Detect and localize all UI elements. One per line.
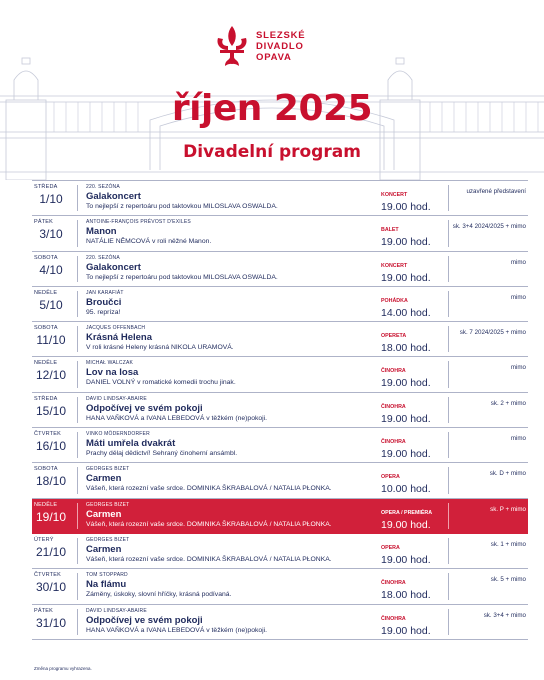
- event-time: 19.00 hod.: [381, 448, 431, 461]
- program-row[interactable]: [32, 605, 528, 640]
- program-row[interactable]: [32, 216, 528, 251]
- event-genre: KONCERT: [381, 192, 408, 198]
- event-genre: OPERA: [381, 474, 400, 481]
- event-genre: ČINOHRA: [381, 615, 406, 622]
- event-date: 16/10: [35, 439, 67, 454]
- event-date: 4/10: [39, 262, 63, 277]
- column-divider: [77, 220, 78, 246]
- event-time: 10.00 hod.: [381, 483, 431, 496]
- subscription-note: sk. 3+4 2024/2025 + mimo: [452, 223, 526, 231]
- event-time: 18.00 hod.: [381, 589, 431, 602]
- event-date: 11/10: [36, 333, 66, 348]
- column-divider: [77, 609, 78, 635]
- day-of-week: NEDĚLE: [34, 289, 58, 296]
- fleur-de-lis-icon: [214, 24, 250, 68]
- event-genre: ČINOHRA: [381, 580, 406, 587]
- program-table: [32, 180, 528, 640]
- subscription-note: mimo: [510, 364, 526, 372]
- event-genre: KONCERT: [381, 262, 408, 269]
- program-row[interactable]: [32, 357, 528, 392]
- event-title: Carmen: [86, 508, 122, 520]
- program-row[interactable]: [32, 181, 528, 216]
- event-author: JACQUES OFFENBACH: [86, 325, 146, 332]
- event-date: 21/10: [35, 544, 67, 559]
- event-genre: ČINOHRA: [381, 368, 406, 375]
- subscription-note: sk. 3+4 + mimo: [483, 611, 526, 619]
- event-author: GEORGES BIZET: [86, 466, 130, 473]
- event-description: 95. repríza!: [86, 308, 121, 316]
- event-title: Galakoncert: [86, 261, 141, 273]
- event-description: Vášeň, která rozezní vaše srdce. DOMINIKA ŠKRABALOVÁ / NATALIA PŁONKA.: [86, 555, 332, 563]
- theatre-name-line2: DIVADLO: [256, 41, 304, 52]
- page-header: [0, 0, 544, 180]
- event-author: DAVID LINDSAY-ABAIRE: [86, 395, 147, 402]
- event-genre: ČINOHRA: [381, 439, 406, 446]
- event-author: GEORGES BIZET: [86, 536, 130, 543]
- event-date: 18/10: [35, 474, 67, 489]
- column-divider: [77, 291, 78, 317]
- footnote: Změna programu vyhrazena.: [34, 666, 92, 671]
- subscription-note: sk. 2 + mimo: [490, 399, 526, 407]
- event-description: To nejlepší z repertoáru pod taktovkou MILOSLAVA OSWALDA.: [86, 203, 278, 210]
- subscription-note: mimo: [510, 435, 526, 443]
- program-row[interactable]: [32, 393, 528, 428]
- event-genre: OPERA / PREMIÉRA: [381, 509, 433, 516]
- event-title: Máti umřela dvakrát: [86, 438, 176, 450]
- program-row[interactable]: [32, 287, 528, 322]
- column-divider: [77, 256, 78, 282]
- event-title: Galakoncert: [86, 191, 141, 202]
- event-date: 12/10: [35, 368, 67, 383]
- event-time: 19.00 hod.: [381, 553, 431, 566]
- event-date: 15/10: [35, 403, 67, 418]
- subscription-note: sk. P + mimo: [490, 505, 526, 513]
- event-description: V roli krásné Heleny krásná NIKOLA URAMOVÁ.: [86, 344, 234, 352]
- program-row[interactable]: [32, 569, 528, 604]
- day-of-week: PÁTEK: [34, 219, 54, 226]
- event-author: TOM STOPPARD: [86, 572, 128, 579]
- program-row[interactable]: [32, 252, 528, 287]
- month-title: říjen 2025: [171, 88, 373, 129]
- event-author: VINKO MÖDERNDORFER: [86, 431, 150, 438]
- event-time: 19.00 hod.: [381, 377, 431, 390]
- event-description: Prachy dělaj dědictví! Sehraný činoherní ansámbl.: [86, 450, 238, 458]
- day-of-week: STŘEDA: [34, 184, 58, 190]
- event-author: ANTOINE-FRANÇOIS PRÉVOST D'EXILES: [86, 219, 191, 226]
- event-description: Vášeň, která rozezní vaše srdce. DOMINIKA ŠKRABALOVÁ / NATALIA PŁONKA.: [86, 520, 332, 528]
- event-author: MICHAŁ WALCZAK: [86, 360, 134, 367]
- program-subtitle: Divadelní program: [183, 142, 361, 162]
- event-description: DANIEL VOLNÝ v romatické komedii trochu jinak.: [86, 379, 236, 387]
- event-date: 3/10: [39, 227, 63, 242]
- event-author: 220. SEZÓNA: [86, 184, 120, 190]
- event-time: 19.00 hod.: [381, 236, 431, 249]
- column-divider: [77, 185, 78, 211]
- event-title: Carmen: [86, 543, 122, 555]
- event-date: 5/10: [39, 297, 63, 312]
- day-of-week: PÁTEK: [34, 607, 54, 614]
- event-time: 19.00 hod.: [381, 518, 431, 531]
- day-of-week: ČTVRTEK: [34, 572, 61, 579]
- event-description: NATÁLIE NĚMCOVÁ v roli něžné Manon.: [86, 238, 212, 246]
- event-author: JAN KARAFIÁT: [86, 289, 124, 296]
- column-divider: [77, 397, 78, 423]
- subscription-note: sk. 5 + mimo: [490, 576, 526, 584]
- event-author: DAVID LINDSAY-ABAIRE: [86, 607, 147, 614]
- day-of-week: SOBOTA: [34, 254, 58, 261]
- day-of-week: SOBOTA: [34, 325, 58, 332]
- event-title: Na flámu: [86, 579, 127, 591]
- day-of-week: NEDĚLE: [34, 360, 58, 367]
- column-divider: [77, 573, 78, 599]
- subscription-note: sk. D + mimo: [489, 470, 526, 478]
- event-description: Vášeň, která rozezní vaše srdce. DOMINIKA ŠKRABALOVÁ / NATALIA PŁONKA.: [86, 485, 332, 493]
- event-time: 19.00 hod.: [381, 271, 431, 284]
- event-description: To nejlepší z repertoáru pod taktovkou MILOSLAVA OSWALDA.: [86, 273, 278, 281]
- event-author: 220. SEZÓNA: [86, 254, 120, 261]
- event-time: 19.00 hod.: [381, 412, 431, 425]
- event-title: Krásná Helena: [86, 332, 153, 344]
- event-time: 18.00 hod.: [381, 342, 431, 355]
- subscription-note: mimo: [510, 293, 526, 301]
- program-row[interactable]: [32, 499, 528, 534]
- day-of-week: ÚTERÝ: [34, 536, 54, 543]
- event-title: Manon: [86, 226, 117, 238]
- event-genre: BALET: [381, 227, 399, 234]
- event-title: Lov na losa: [86, 367, 139, 379]
- event-genre: ČINOHRA: [381, 403, 406, 410]
- event-time: 14.00 hod.: [381, 306, 431, 319]
- event-genre: OPERA: [381, 544, 400, 551]
- event-description: HANA VAŇKOVÁ a IVANA LEBEDOVÁ v těžkém (ne)pokoji.: [86, 414, 268, 422]
- event-author: GEORGES BIZET: [86, 501, 130, 508]
- event-description: Záměny, úskoky, slovní hříčky, krásná podívaná.: [86, 591, 232, 599]
- subscription-note: mimo: [510, 258, 526, 266]
- column-divider: [77, 361, 78, 387]
- day-of-week: ČTVRTEK: [34, 431, 61, 438]
- column-divider: [77, 467, 78, 493]
- theatre-name-line3: OPAVA: [256, 52, 292, 63]
- day-of-week: STŘEDA: [34, 395, 58, 402]
- event-title: Carmen: [86, 473, 122, 485]
- event-title: Broučci: [86, 296, 122, 308]
- event-date: 31/10: [35, 615, 67, 630]
- theatre-logo: [214, 24, 324, 68]
- subscription-note: sk. 7 2024/2025 + mimo: [459, 329, 526, 337]
- event-time: 19.00 hod.: [381, 201, 431, 213]
- subscription-note: sk. 1 + mimo: [490, 540, 526, 548]
- subscription-note: uzavřené představení: [466, 188, 526, 195]
- column-divider: [77, 432, 78, 458]
- column-divider: [77, 538, 78, 564]
- program-row[interactable]: [32, 463, 528, 498]
- event-date: 30/10: [35, 580, 67, 595]
- event-title: Odpočívej ve svém pokoji: [86, 402, 203, 414]
- event-genre: OPERETA: [381, 333, 407, 340]
- column-divider: [77, 503, 78, 529]
- event-time: 19.00 hod.: [381, 624, 431, 637]
- day-of-week: SOBOTA: [34, 466, 58, 473]
- program-row[interactable]: [32, 428, 528, 463]
- day-of-week: NEDĚLE: [34, 501, 58, 508]
- column-divider: [77, 326, 78, 352]
- event-date: 19/10: [35, 509, 67, 524]
- program-row[interactable]: [32, 322, 528, 357]
- event-title: Odpočívej ve svém pokoji: [86, 614, 203, 626]
- program-row[interactable]: [32, 534, 528, 569]
- theatre-name-line1: SLEZSKÉ: [256, 30, 306, 41]
- event-genre: POHÁDKA: [381, 297, 408, 304]
- event-description: HANA VAŇKOVÁ a IVANA LEBEDOVÁ v těžkém (ne)pokoji.: [86, 626, 268, 634]
- theatre-name: [256, 30, 305, 63]
- event-date: 1/10: [39, 192, 63, 206]
